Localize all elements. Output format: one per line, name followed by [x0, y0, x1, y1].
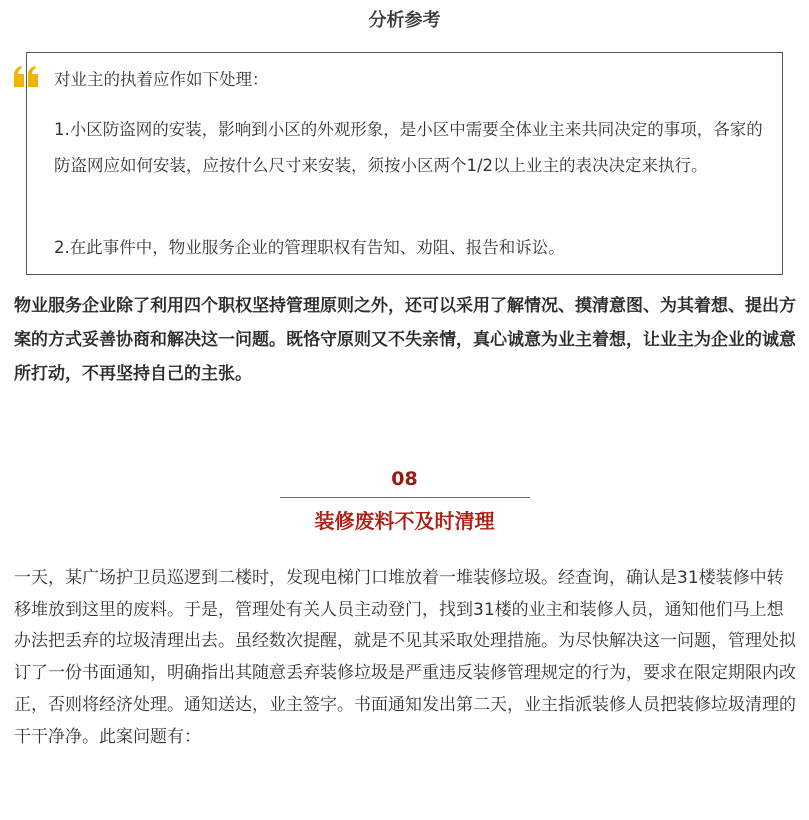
- summary-paragraph: 物业服务企业除了利用四个职权坚持管理原则之外，还可以采用了解情况、摸清意图、为其着想、提出方案的方式妥善协商和解决这一问题。既恪守原则又不失亲情，真心诚意为业主着想，让业主为企业的诚意所打动，不再坚持自己的主张。: [14, 296, 796, 384]
- case-paragraph: 一天，某广场护卫员巡逻到二楼时，发现电梯门口堆放着一堆装修垃圾。经查询，确认是31楼装修中转移堆放到这里的废料。于是，管理处有关人员主动登门，找到31楼的业主和装修人员，通知他们马上想办法把丢弃的垃圾清理出去。虽经数次提醒，就是不见其采取处理措施。为尽快解决这一问题，管理处拟订了一份书面通知，明确指出其随意丢弃装修垃圾是严重违反装修管理规定的行为，要求在限定期限内改正，否则将经济处理。通知送达，业主签字。书面通知发出第二天，业主指派装修人员把装修垃圾清理的干干净净。此案问题有：: [14, 568, 796, 747]
- quote-mark-icon: [13, 65, 41, 89]
- quote-point-1: 1.小区防盗网的安装，影响到小区的外观形象，是小区中需要全体业主来共同决定的事项，各家的防盗网应如何安装，应按什么尺寸来安装，须按小区两个1/2以上业主的表决决定来执行。: [54, 120, 763, 175]
- section-number: 08: [391, 468, 418, 490]
- quote-intro: 对业主的执着应作如下处理：: [54, 70, 269, 89]
- section-title: 装修废料不及时清理: [314, 509, 495, 533]
- section-heading: 分析参考: [368, 10, 441, 31]
- section-divider: [280, 497, 530, 498]
- quote-point-2: 2.在此事件中，物业服务企业的管理职权有告知、劝阻、报告和诉讼。: [54, 238, 565, 257]
